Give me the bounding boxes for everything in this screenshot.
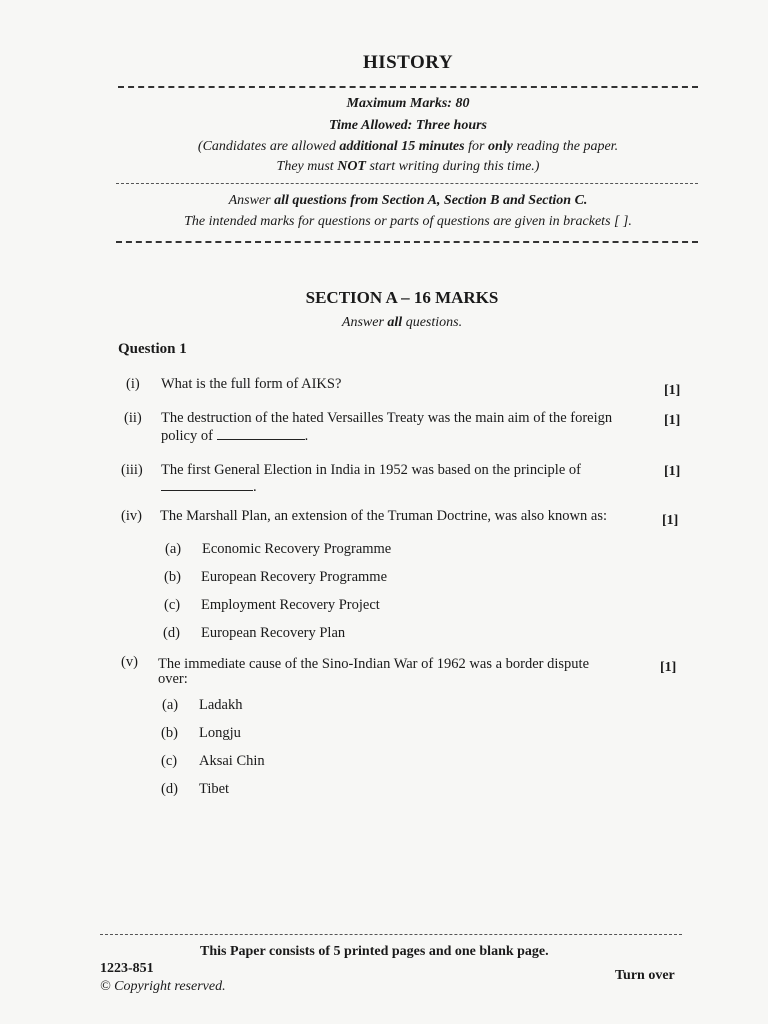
item-text: The immediate cause of the Sino-Indian War of 1962 was a border dispute	[158, 656, 590, 672]
marks-instruction: The intended marks for questions or parts of questions are given in brackets [ ].	[184, 214, 632, 229]
option-text: Economic Recovery Programme	[202, 541, 392, 557]
section-instruction-part: questions.	[402, 315, 463, 330]
item-text-continued	[161, 427, 308, 445]
item-number: (iii)	[121, 462, 143, 478]
option-text: Employment Recovery Project	[201, 597, 380, 613]
footer-divider	[100, 934, 682, 935]
item-text-part: policy of	[161, 428, 217, 444]
item-marks: [1]	[664, 464, 681, 479]
option-label: (c)	[164, 597, 181, 613]
section-instruction-part: Answer	[341, 315, 388, 330]
option-label: (a)	[165, 541, 182, 557]
item-text: The Marshall Plan, an extension of the Truman Doctrine, was also known as:	[160, 508, 608, 524]
pages-note: This Paper consists of 5 printed pages and one blank page.	[200, 944, 549, 959]
reading-note-part: (Candidates are allowed	[197, 139, 340, 154]
item-number: (v)	[121, 654, 138, 670]
instruction-bold: all questions from Section A, Section B and Section C.	[274, 193, 588, 208]
option-text: Longju	[199, 725, 241, 741]
item-text-continued	[161, 478, 257, 496]
option-label: (c)	[161, 753, 178, 769]
item-text-part: .	[253, 479, 257, 495]
item-marks: [1]	[664, 383, 681, 398]
question-heading: Question 1	[118, 341, 187, 357]
item-marks: [1]	[660, 660, 677, 675]
reading-note-bold: only	[487, 139, 513, 154]
turn-over-note: Turn over	[615, 968, 675, 983]
item-number: (iv)	[121, 508, 142, 524]
reading-note-part: for	[464, 139, 488, 154]
copyright-notice: © Copyright reserved.	[100, 979, 226, 994]
reading-note-bold: additional 15 minutes	[339, 139, 465, 154]
reading-time-note	[0, 139, 768, 155]
option-label: (b)	[161, 725, 178, 741]
section-instruction	[0, 315, 768, 331]
section-instruction-bold: all	[387, 315, 403, 330]
item-number: (i)	[126, 376, 140, 392]
item-text: The first General Election in India in 1952 was based on the principle of	[161, 462, 581, 478]
no-writing-part: They must	[276, 159, 338, 174]
option-label: (d)	[161, 781, 178, 797]
item-number: (ii)	[124, 410, 142, 426]
divider-top	[118, 86, 698, 88]
divider-bottom	[116, 241, 698, 243]
paper-code: 1223-851	[100, 961, 154, 976]
reading-note-part: reading the paper.	[512, 139, 619, 154]
no-writing-bold: NOT	[337, 159, 366, 174]
time-allowed: Time Allowed: Three hours	[328, 118, 488, 133]
instruction-part: Answer	[228, 193, 275, 208]
option-label: (a)	[162, 697, 179, 713]
option-label: (b)	[164, 569, 181, 585]
no-writing-part: start writing during this time.)	[365, 159, 540, 174]
option-text: European Recovery Plan	[201, 625, 346, 641]
item-text: What is the full form of AIKS?	[161, 376, 342, 392]
option-text: Ladakh	[199, 697, 243, 713]
option-text: European Recovery Programme	[201, 569, 388, 585]
no-writing-note	[0, 159, 768, 175]
item-text: The destruction of the hated Versailles Treaty was the main aim of the foreign	[161, 410, 613, 426]
item-text-continued: over:	[158, 671, 188, 687]
fill-blank	[161, 478, 253, 491]
item-marks: [1]	[664, 413, 681, 428]
item-text-part: .	[304, 428, 309, 444]
divider-middle	[116, 183, 698, 184]
fill-blank	[217, 427, 305, 440]
max-marks: Maximum Marks: 80	[346, 96, 470, 111]
answer-instruction	[0, 193, 768, 209]
option-label: (d)	[163, 625, 180, 641]
item-marks: [1]	[662, 513, 679, 528]
section-title: SECTION A – 16 MARKS	[305, 288, 499, 307]
option-text: Aksai Chin	[199, 753, 265, 769]
paper-title: HISTORY	[362, 52, 454, 73]
option-text: Tibet	[199, 781, 230, 797]
